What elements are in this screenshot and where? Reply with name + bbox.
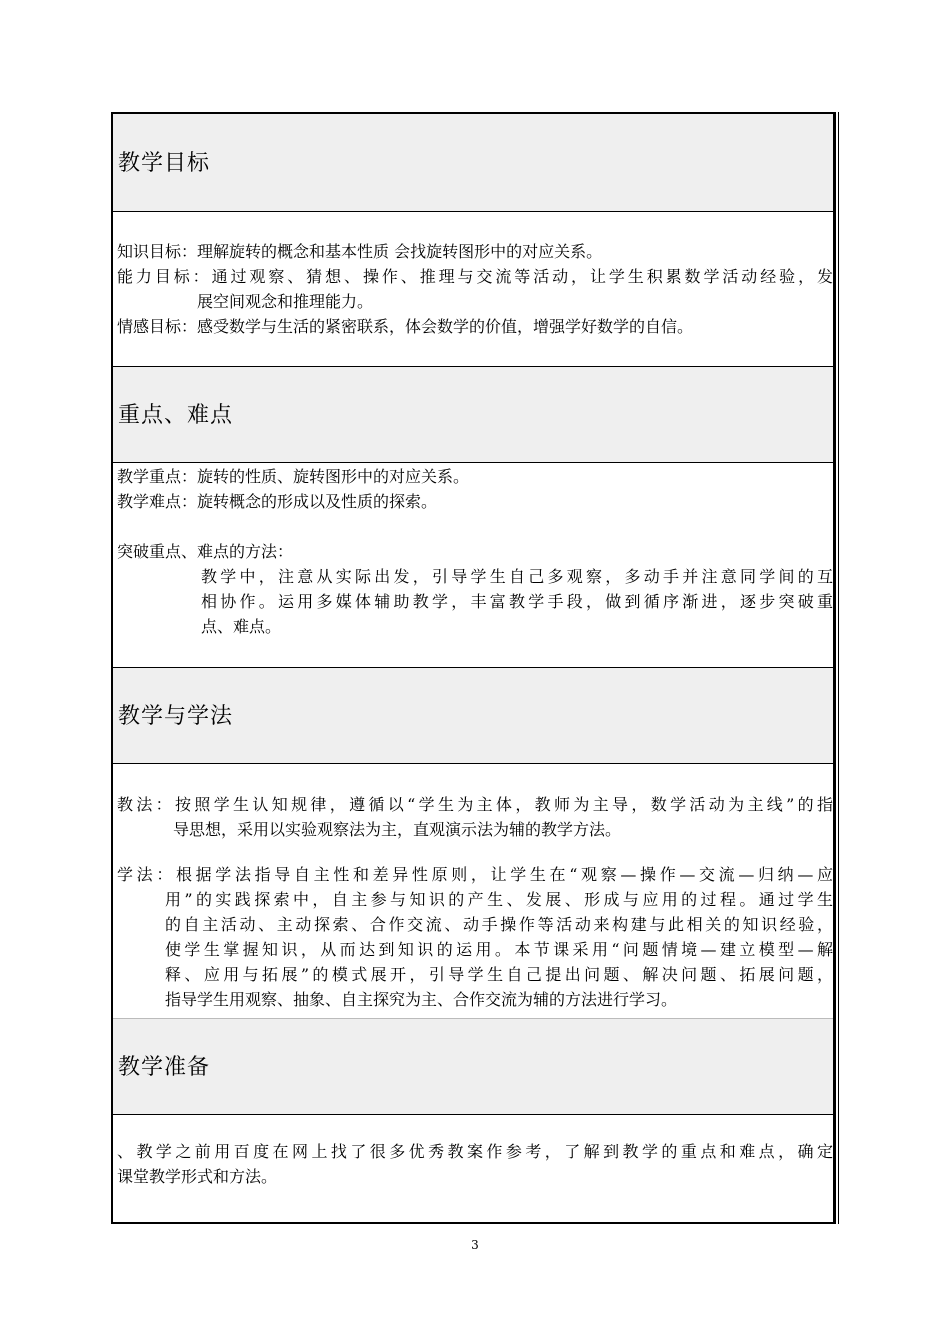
breakthrough-line-1: 教学中，注意从实际出发，引导学生自己多观察，多动手并注意同学间的互 [201, 567, 833, 586]
page-number: 3 [471, 1238, 479, 1252]
section-header-objectives [113, 114, 833, 212]
lesson-plan-table [111, 112, 836, 1224]
teaching-focus: 教学重点：旋转的性质、旋转图形中的对应关系。 [117, 467, 470, 486]
knowledge-objective: 知识目标：理解旋转的概念和基本性质 会找旋转图形中的对应关系。 [117, 242, 603, 261]
preparation-line-2: 课堂教学形式和方法。 [117, 1167, 278, 1186]
ability-objective: 能力目标：通过观察、猜想、操作、推理与交流等活动，让学生积累数学活动经验，发 [117, 267, 833, 286]
ability-objective-cont: 展空间观念和推理能力。 [197, 292, 374, 311]
teaching-method-line-2: 导思想，采用以实验观察法为主，直观演示法为辅的教学方法。 [173, 820, 622, 839]
preparation-line-1: 、教学之前用百度在网上找了很多优秀教案作参考，了解到教学的重点和难点，确定 [117, 1142, 833, 1161]
section-title-key-points: 重点、难点 [118, 403, 234, 428]
section-title-preparation: 教学准备 [118, 1055, 211, 1080]
learning-method-line-5: 释、应用与拓展”的模式展开，引导学生自己提出问题、解决问题、拓展问题， [165, 965, 833, 984]
section-header-key-points [113, 367, 833, 463]
breakthrough-line-3: 点、难点。 [201, 617, 282, 636]
breakthrough-line-2: 相协作。运用多媒体辅助教学，丰富教学手段，做到循序渐进，逐步突破重 [201, 592, 833, 611]
emotion-objective: 情感目标：感受数学与生活的紧密联系，体会数学的价值，增强学好数学的自信。 [117, 317, 694, 336]
section-title-methods: 教学与学法 [118, 704, 234, 729]
learning-method-line-6: 指导学生用观察、抽象、自主探究为主、合作交流为辅的方法进行学习。 [165, 990, 678, 1009]
teaching-difficulty: 教学难点：旋转概念的形成以及性质的探索。 [117, 492, 438, 511]
section-body-objectives [113, 212, 833, 367]
section-body-methods [113, 764, 833, 1019]
section-header-preparation [113, 1019, 833, 1115]
teaching-method-line-1: 教法：按照学生认知规律，遵循以“学生为主体，教师为主导，数学活动为主线”的指 [117, 795, 833, 814]
section-body-preparation [113, 1115, 833, 1222]
breakthrough-heading: 突破重点、难点的方法： [117, 542, 294, 561]
section-body-key-points [113, 463, 833, 668]
learning-method-line-1: 学法：根据学法指导自主性和差异性原则，让学生在“观察—操作—交流—归纳—应 [117, 865, 833, 884]
learning-method-line-2: 用”的实践探索中，自主参与知识的产生、发展、形成与应用的过程。通过学生 [165, 890, 833, 909]
learning-method-line-3: 的自主活动、主动探索、合作交流、动手操作等活动来构建与此相关的知识经验， [165, 915, 833, 934]
learning-method-line-4: 使学生掌握知识，从而达到知识的运用。本节课采用“问题情境—建立模型—解 [165, 940, 833, 959]
section-header-methods [113, 668, 833, 764]
section-title-objectives: 教学目标 [118, 151, 211, 176]
